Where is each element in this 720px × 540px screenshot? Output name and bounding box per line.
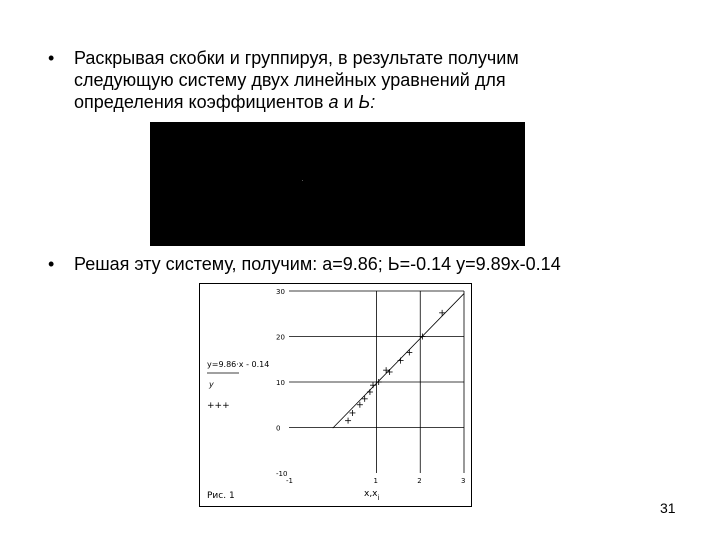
bullet-text-main: Раскрывая скобки и группируя, в результате получим следующую систему двух линейных уравнений для определения коэффициентов bbox=[74, 48, 519, 112]
x-tick-label: 1 bbox=[373, 477, 378, 485]
bullet-marker: • bbox=[48, 48, 55, 68]
plot-frame bbox=[200, 284, 472, 507]
page-number: 31 bbox=[660, 500, 676, 516]
y-tick-label: 30 bbox=[276, 288, 285, 296]
x-tick-label: -1 bbox=[286, 477, 293, 485]
x-axis-label-sub: i bbox=[377, 494, 380, 502]
x-tick-label: 2 bbox=[417, 477, 422, 485]
regression-plot bbox=[199, 283, 472, 507]
var-a: a bbox=[328, 92, 339, 112]
x-tick-label: 3 bbox=[461, 477, 466, 485]
legend-line-label: y=9.86·x - 0.14 bbox=[207, 360, 270, 369]
image-artifact-dot bbox=[302, 180, 303, 181]
bullet-text: Решая эту систему, получим: а=9.86; Ь=-0.14 y=9.89x-0.14 bbox=[74, 254, 561, 274]
figure-caption: Рис. 1 bbox=[207, 491, 235, 501]
y-tick-label: 0 bbox=[276, 424, 281, 433]
conjunction: и bbox=[338, 92, 359, 112]
var-b: Ь: bbox=[358, 92, 376, 112]
bullet-text bbox=[74, 47, 594, 113]
bullet-marker: • bbox=[48, 254, 55, 274]
bullet-item-system bbox=[48, 47, 608, 113]
bullet-item-solution bbox=[48, 253, 688, 275]
y-tick-label: 20 bbox=[276, 333, 285, 342]
y-tick-label: -10 bbox=[276, 470, 288, 478]
y-tick-label: 10 bbox=[276, 379, 285, 387]
equation-image-placeholder bbox=[150, 122, 525, 246]
x-axis-label-main: x,x bbox=[364, 489, 378, 499]
legend-points-label: +++ bbox=[207, 401, 230, 411]
legend-y-label: y bbox=[209, 380, 214, 389]
